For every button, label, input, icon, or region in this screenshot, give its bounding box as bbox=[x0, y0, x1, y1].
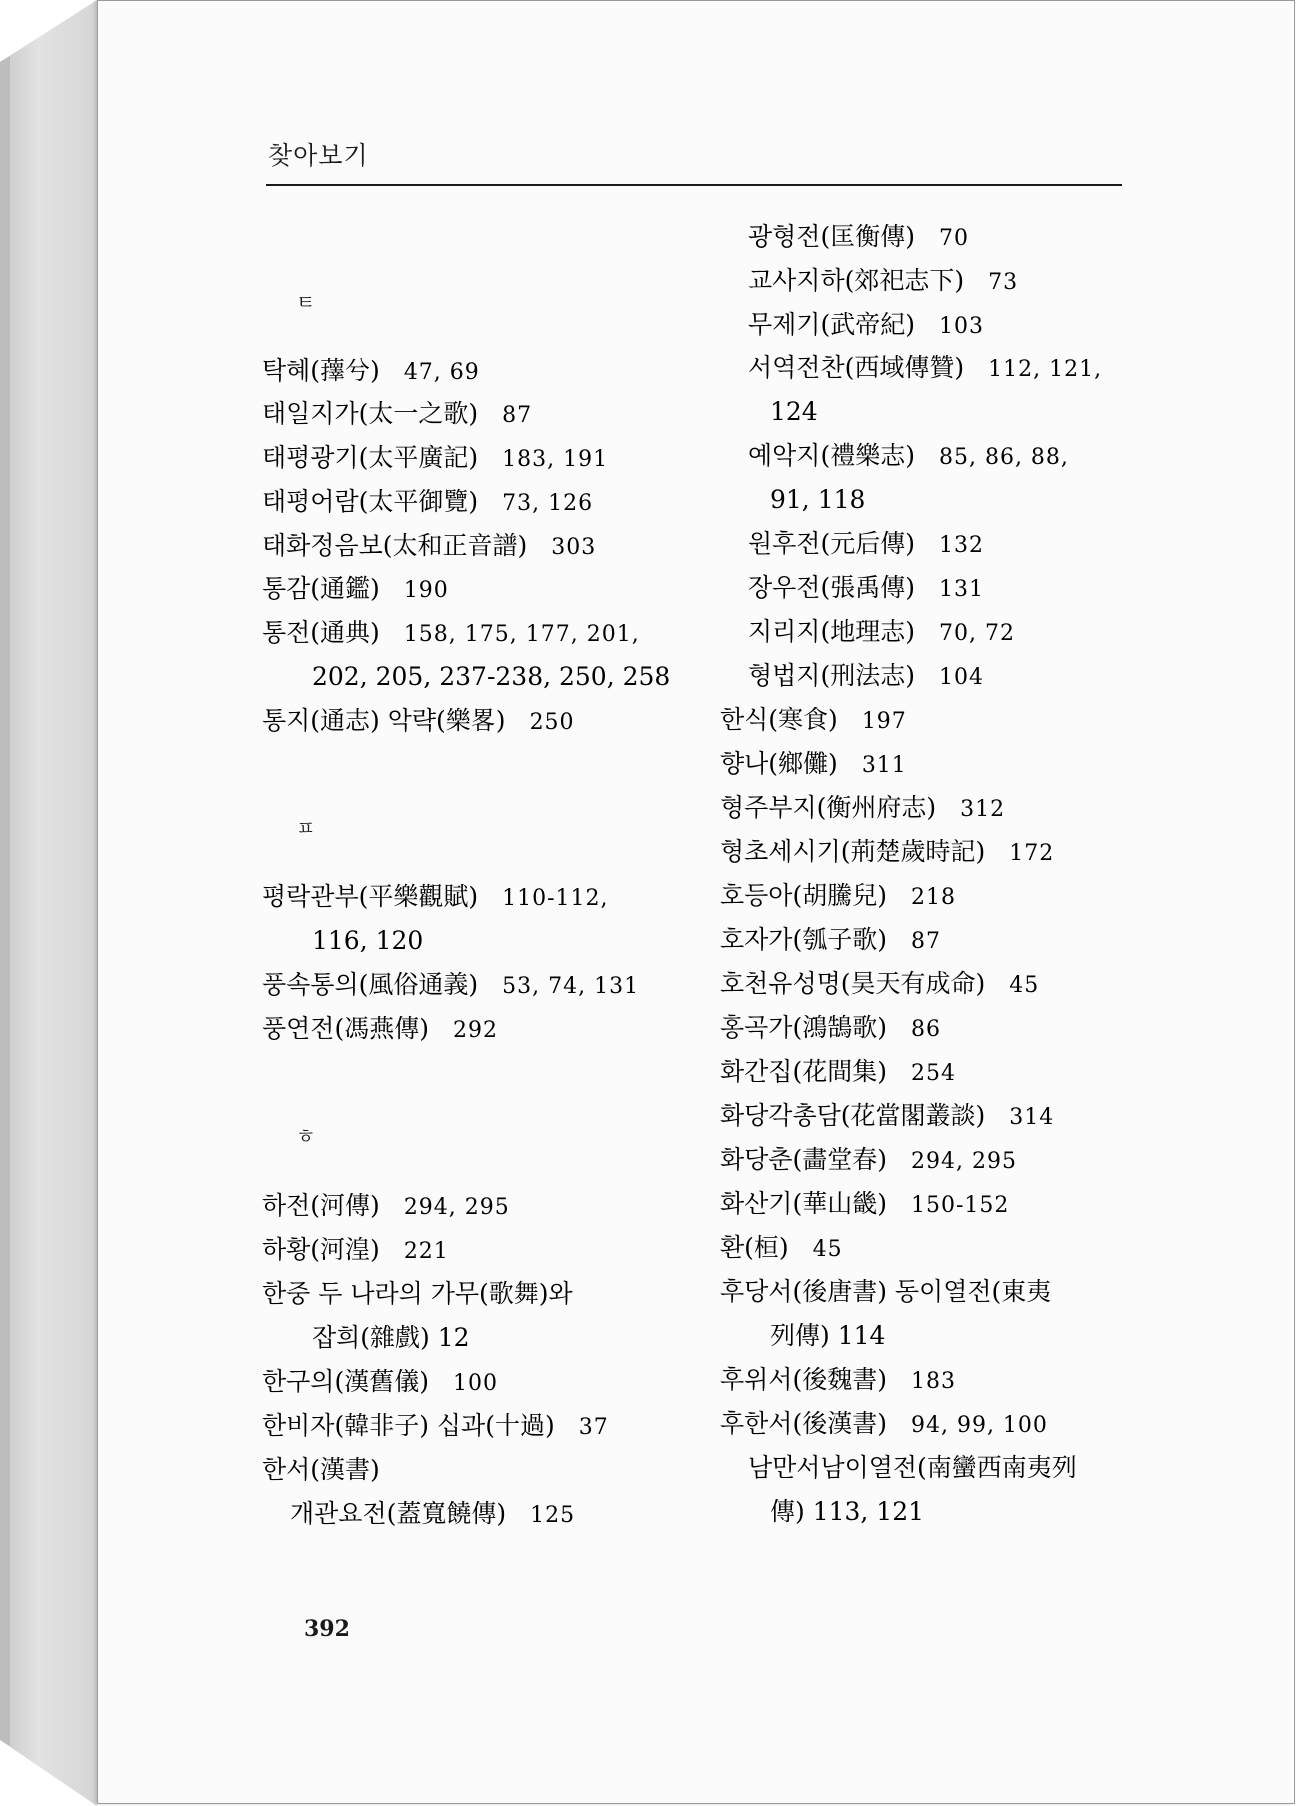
index-entry-term: 한중 두 나라의 가무(歌舞)와 bbox=[262, 1279, 573, 1308]
index-entry-term: 116, 120 bbox=[312, 926, 424, 955]
index-entry-pages: 183, 191 bbox=[502, 447, 609, 472]
index-entry bbox=[262, 1014, 498, 1046]
index-entry-pages: 87 bbox=[910, 929, 941, 954]
index-entry bbox=[720, 1057, 956, 1089]
index-entry-pages: 292 bbox=[452, 1018, 498, 1043]
index-entry-term: 통전(通典) bbox=[262, 618, 380, 647]
index-entry bbox=[748, 617, 1015, 649]
index-entry-term: 202, 205, 237-238, 250, 258 bbox=[312, 662, 671, 691]
index-entry-continuation bbox=[312, 926, 423, 956]
index-entry-term: 후한서(後漢書) bbox=[720, 1409, 887, 1438]
index-section-letter: ㅎ bbox=[296, 1124, 316, 1148]
index-entry bbox=[262, 1367, 498, 1399]
index-entry-term: 형주부지(衡州府志) bbox=[720, 793, 937, 822]
index-entry-pages: 70, 72 bbox=[938, 621, 1015, 646]
index-entry-term: 지리지(地理志) bbox=[748, 617, 915, 646]
index-entry-pages: 172 bbox=[1009, 841, 1055, 866]
index-entry-term: 원후전(元后傳) bbox=[748, 529, 915, 558]
index-entry bbox=[720, 837, 1054, 869]
index-section-letter: ㅍ bbox=[296, 816, 316, 840]
index-entry bbox=[720, 925, 941, 957]
index-entry bbox=[720, 1409, 1048, 1441]
index-entry bbox=[262, 356, 480, 388]
index-entry-pages: 314 bbox=[1009, 1105, 1055, 1130]
index-entry bbox=[720, 705, 907, 737]
index-entry bbox=[748, 266, 1018, 298]
index-entry bbox=[720, 969, 1039, 1001]
index-entry-term: 한서(漢書) bbox=[262, 1455, 380, 1484]
index-section-letter: ㅌ bbox=[296, 290, 316, 314]
index-entry-term: 한구의(漢舊儀) bbox=[262, 1367, 429, 1396]
index-entry bbox=[748, 353, 1102, 385]
index-entry bbox=[720, 1277, 1051, 1307]
book-spine-edge bbox=[0, 0, 10, 1806]
index-entry-pages: 150-152 bbox=[910, 1193, 1010, 1218]
header-rule bbox=[266, 184, 1122, 186]
index-entry bbox=[262, 443, 608, 475]
index-entry-pages: 303 bbox=[551, 535, 597, 560]
index-entry-term: 태일지가(太一之歌) bbox=[262, 399, 479, 428]
index-entry bbox=[720, 793, 1005, 825]
index-entry-term: 무제기(武帝紀) bbox=[748, 310, 915, 339]
index-entry-term: 호천유성명(昊天有成命) bbox=[720, 969, 986, 998]
index-entry-term: 평락관부(平樂觀賦) bbox=[262, 882, 479, 911]
index-entry-pages: 85, 86, 88, bbox=[938, 445, 1069, 470]
index-entry-pages: 311 bbox=[861, 753, 907, 778]
book-spine bbox=[0, 0, 97, 1806]
index-entry-pages: 104 bbox=[938, 665, 984, 690]
index-entry-pages: 70 bbox=[938, 226, 969, 251]
index-entry-term: 태평어람(太平御覽) bbox=[262, 487, 479, 516]
index-entry bbox=[262, 1411, 609, 1443]
index-entry-term: 탁혜(蘀兮) bbox=[262, 356, 380, 385]
index-entry bbox=[748, 441, 1069, 473]
index-entry bbox=[262, 531, 596, 563]
page-number: 392 bbox=[304, 1616, 350, 1642]
index-entry-term: 하황(河湟) bbox=[262, 1235, 380, 1264]
index-entry-term: 홍곡가(鴻鵠歌) bbox=[720, 1013, 887, 1042]
index-entry-pages: 197 bbox=[861, 709, 907, 734]
index-entry-pages: 221 bbox=[403, 1239, 449, 1264]
index-entry-continuation bbox=[770, 1321, 885, 1351]
index-entry-pages: 87 bbox=[502, 403, 533, 428]
index-entry-term: 호등아(胡騰兒) bbox=[720, 881, 887, 910]
index-entry-term: 후위서(後魏書) bbox=[720, 1365, 887, 1394]
index-entry bbox=[748, 222, 969, 254]
index-entry-pages: 94, 99, 100 bbox=[910, 1413, 1048, 1438]
index-entry-pages: 294, 295 bbox=[910, 1149, 1017, 1174]
index-entry-continuation bbox=[770, 397, 818, 427]
running-head: 찾아보기 bbox=[268, 141, 369, 170]
index-entry-pages: 37 bbox=[578, 1415, 609, 1440]
index-entry-term: 형법지(刑法志) bbox=[748, 661, 915, 690]
index-entry-pages: 53, 74, 131 bbox=[502, 974, 640, 999]
index-entry bbox=[290, 1499, 575, 1531]
index-entry bbox=[262, 487, 593, 519]
index-entry bbox=[720, 1233, 843, 1265]
index-entry-pages: 73, 126 bbox=[502, 491, 594, 516]
index-entry-term: 광형전(匡衡傳) bbox=[748, 222, 915, 251]
index-entry-pages: 218 bbox=[910, 885, 956, 910]
index-entry-pages: 45 bbox=[812, 1237, 843, 1262]
index-entry-term: 형초세시기(荊楚歲時記) bbox=[720, 837, 986, 866]
index-entry-continuation bbox=[770, 1497, 924, 1527]
index-entry-term: 장우전(張禹傳) bbox=[748, 573, 915, 602]
index-entry bbox=[748, 529, 984, 561]
index-entry-term: 화산기(華山畿) bbox=[720, 1189, 887, 1218]
index-entry-pages: 183 bbox=[910, 1369, 956, 1394]
index-entry bbox=[262, 1455, 380, 1485]
index-entry-term: 통감(通鑑) bbox=[262, 574, 380, 603]
index-entry-term: 태평광기(太平廣記) bbox=[262, 443, 479, 472]
index-entry-term: 예악지(禮樂志) bbox=[748, 441, 915, 470]
index-entry bbox=[262, 399, 532, 431]
index-entry-pages: 190 bbox=[403, 578, 449, 603]
index-entry-pages: 100 bbox=[452, 1371, 498, 1396]
index-entry-pages: 47, 69 bbox=[403, 360, 480, 385]
index-entry-term: 풍속통의(風俗通義) bbox=[262, 970, 479, 999]
index-entry-pages: 250 bbox=[529, 710, 575, 735]
index-entry bbox=[748, 661, 984, 693]
index-entry bbox=[720, 1013, 941, 1045]
index-entry-pages: 125 bbox=[530, 1503, 576, 1528]
index-entry-term: 124 bbox=[770, 397, 818, 426]
index-entry-pages: 158, 175, 177, 201, bbox=[403, 622, 640, 647]
index-entry-pages: 131 bbox=[938, 577, 984, 602]
index-entry bbox=[748, 573, 984, 605]
index-entry bbox=[720, 749, 907, 781]
index-entry-term: 傳) 113, 121 bbox=[770, 1497, 925, 1526]
index-entry-term: 화당각총담(花當閣叢談) bbox=[720, 1101, 986, 1130]
index-entry bbox=[720, 1189, 1009, 1221]
index-entry-term: 잡희(雜戲) 12 bbox=[312, 1323, 470, 1352]
index-entry bbox=[748, 1453, 1077, 1483]
index-entry-pages: 254 bbox=[910, 1061, 956, 1086]
index-entry bbox=[262, 1191, 510, 1223]
index-entry bbox=[262, 970, 639, 1002]
index-entry-continuation bbox=[312, 1323, 470, 1353]
index-entry-term: 한식(寒食) bbox=[720, 705, 838, 734]
index-entry-term: 풍연전(馮燕傳) bbox=[262, 1014, 429, 1043]
index-entry-continuation bbox=[312, 662, 670, 692]
index-entry-term: 화당춘(畵堂春) bbox=[720, 1145, 887, 1174]
index-entry bbox=[720, 1365, 956, 1397]
index-entry-pages: 103 bbox=[938, 314, 984, 339]
index-entry-term: 호자가(瓠子歌) bbox=[720, 925, 887, 954]
index-entry-term: 태화정음보(太和正音譜) bbox=[262, 531, 528, 560]
index-entry-pages: 132 bbox=[938, 533, 984, 558]
index-entry-term: 남만서남이열전(南蠻西南夷列 bbox=[748, 1453, 1077, 1482]
index-entry bbox=[262, 1279, 573, 1309]
index-entry bbox=[748, 310, 984, 342]
index-entry-term: 한비자(韓非子) 십과(十過) bbox=[262, 1411, 555, 1440]
index-entry-pages: 45 bbox=[1009, 973, 1040, 998]
index-entry-term: 교사지하(郊祀志下) bbox=[748, 266, 965, 295]
index-entry-term: 91, 118 bbox=[770, 485, 866, 514]
index-entry-term: 향나(鄉儺) bbox=[720, 749, 838, 778]
index-entry bbox=[262, 882, 609, 914]
index-entry bbox=[262, 706, 575, 738]
index-entry bbox=[262, 1235, 449, 1267]
index-entry-term: 후당서(後唐書) 동이열전(東夷 bbox=[720, 1277, 1052, 1306]
index-entry-pages: 73 bbox=[988, 270, 1019, 295]
index-entry-pages: 86 bbox=[910, 1017, 941, 1042]
index-entry-term: 화간집(花間集) bbox=[720, 1057, 887, 1086]
index-entry-term: 서역전찬(西域傳贊) bbox=[748, 353, 965, 382]
index-entry-term: 환(桓) bbox=[720, 1233, 789, 1262]
index-entry-term: 列傳) 114 bbox=[770, 1321, 886, 1350]
index-entry-continuation bbox=[770, 485, 865, 515]
index-entry-pages: 110-112, bbox=[502, 886, 609, 911]
index-entry-term: 통지(通志) 악략(樂畧) bbox=[262, 706, 506, 735]
index-entry bbox=[720, 881, 956, 913]
index-entry-term: 개관요전(蓋寬饒傳) bbox=[290, 1499, 507, 1528]
index-entry-pages: 312 bbox=[960, 797, 1006, 822]
index-entry-pages: 112, 121, bbox=[988, 357, 1103, 382]
index-entry-term: 하전(河傳) bbox=[262, 1191, 380, 1220]
index-entry bbox=[262, 574, 449, 606]
index-entry bbox=[262, 618, 640, 650]
index-entry bbox=[720, 1145, 1017, 1177]
index-entry bbox=[720, 1101, 1054, 1133]
index-entry-pages: 294, 295 bbox=[403, 1195, 510, 1220]
